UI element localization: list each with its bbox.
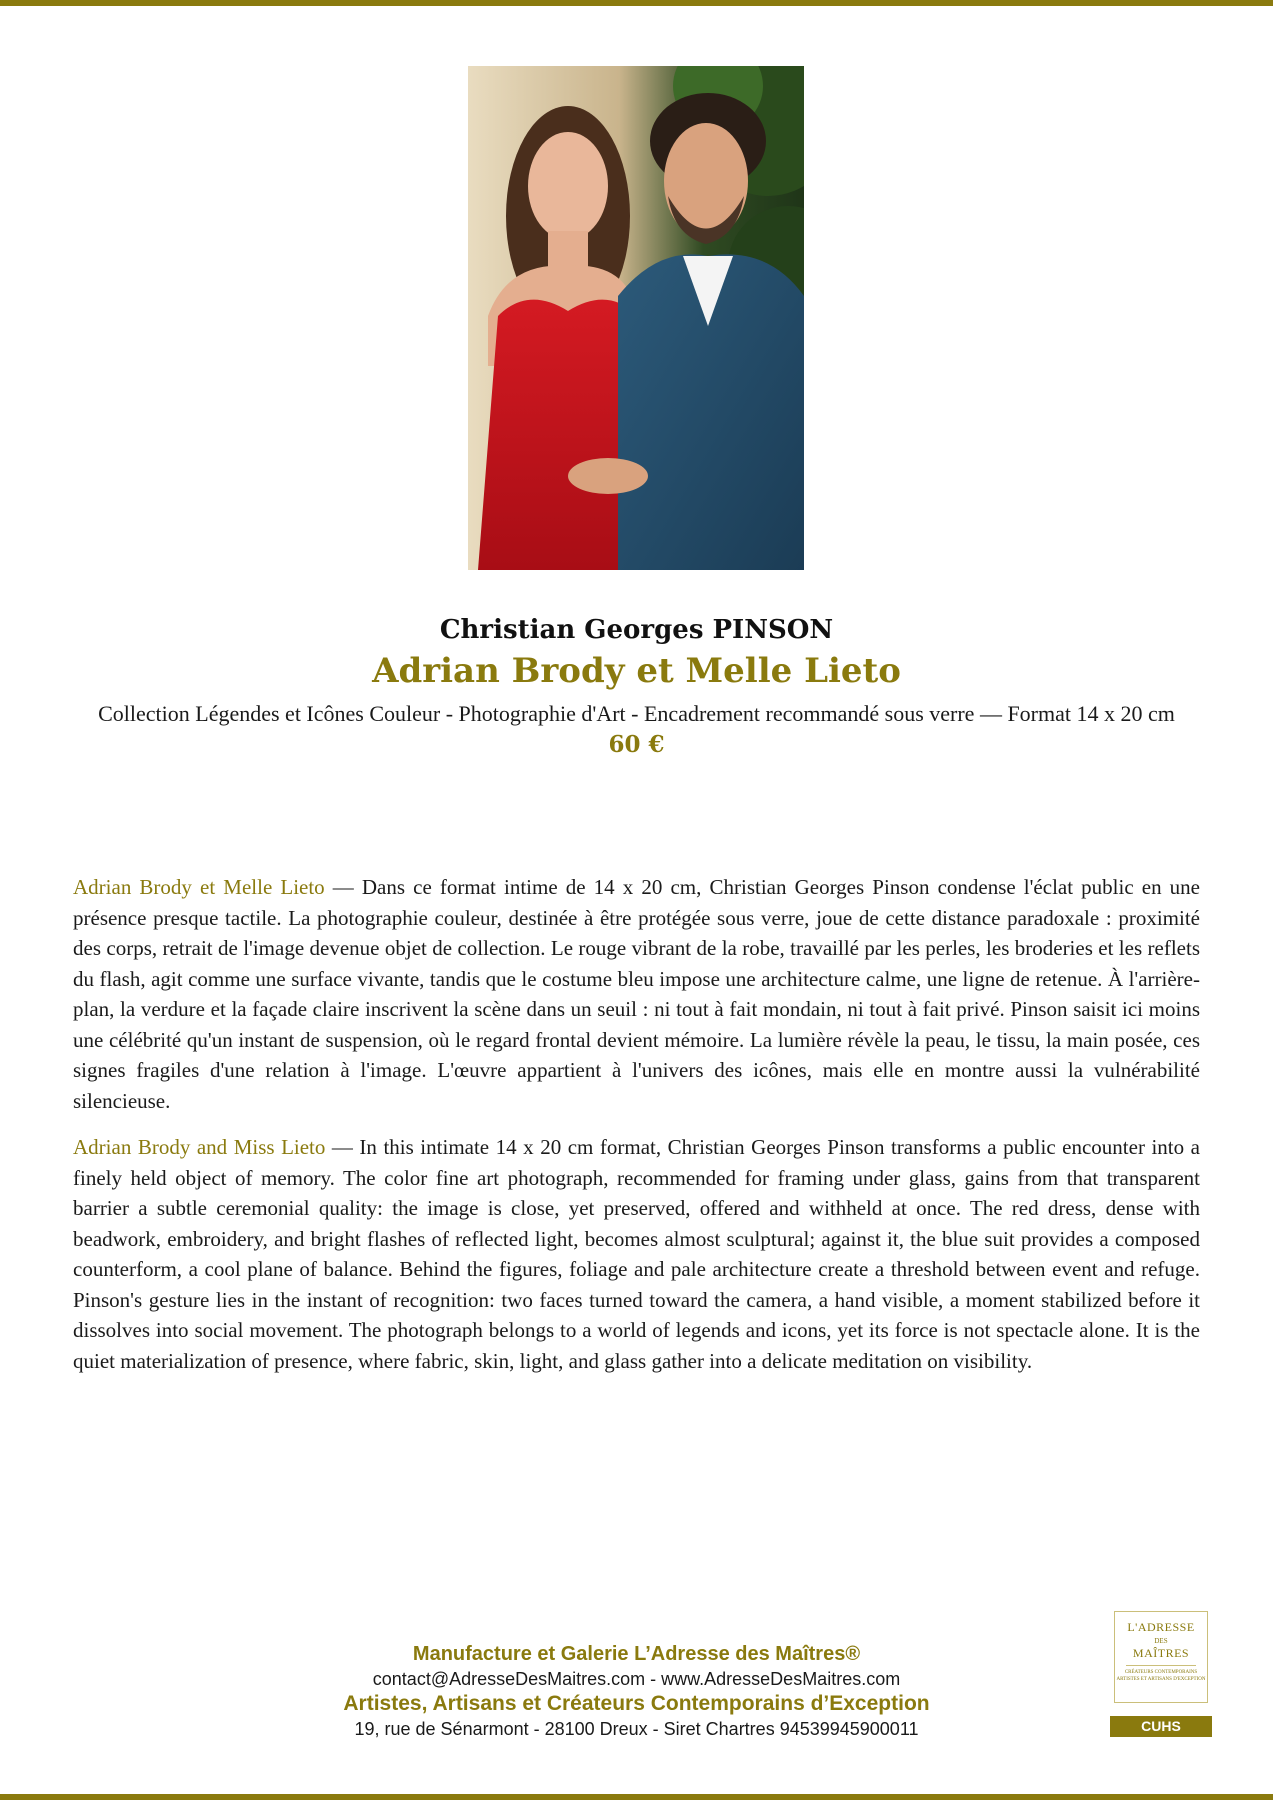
logo-line2: DES xyxy=(1154,1637,1168,1645)
artwork-price: 60 € xyxy=(608,731,665,758)
footer-address: 19, rue de Sénarmont - 28100 Dreux - Siret Chartres 94539945900011 xyxy=(354,1719,919,1739)
artwork-title: Adrian Brody et Melle Lieto xyxy=(372,651,901,691)
description-fr-lead: Adrian Brody et Melle Lieto xyxy=(73,875,325,899)
description-fr xyxy=(73,872,1200,1116)
logo-divider xyxy=(1126,1665,1196,1666)
description-en-lead: Adrian Brody and Miss Lieto xyxy=(73,1135,326,1159)
footer xyxy=(0,1641,1273,1741)
artwork-subtitle: Collection Légendes et Icônes Couleur - Photographie d'Art - Encadrement recommandé sous verre — Format 14 x 20 cm xyxy=(98,701,1175,726)
bottom-rule xyxy=(0,1794,1273,1800)
description-fr-text: — Dans ce format intime de 14 x 20 cm, Christian Georges Pinson condense l'éclat public en une présence presque tactile. La photographie couleur, destinée à être protégée sous verre, joue de cette distance paradoxale : proximité des corps, retrait de l'image devenue objet de collection. Le rouge vibrant de la robe, travaillé par les perles, les broderies et les reflets du flash, agit comme une surface vivante, tandis que le costume bleu impose une architecture calme, une ligne de retenue. À l'arrière-plan, la verdure et la façade claire inscrivent la scène dans un seuil : ni tout à fait mondain, ni tout à fait privé. Pinson saisit ici moins une célébrité qu'un instant de suspension, où le regard frontal devient mémoire. La lumière révèle la peau, le tissu, la main posée, ces signes fragiles d'une relation à l'image. L'œuvre appartient à l'univers des icônes, mais elle en montre aussi la vulnérabilité silencieuse. xyxy=(73,875,1200,1113)
description-en xyxy=(73,1132,1200,1376)
top-rule xyxy=(0,0,1273,6)
cuhs-badge: CUHS xyxy=(1110,1716,1212,1737)
footer-gallery: Manufacture et Galerie L’Adresse des Maîtres® xyxy=(412,1643,861,1665)
footer-contact: contact@AdresseDesMaitres.com - www.AdresseDesMaitres.com xyxy=(372,1669,901,1689)
footer-tagline: Artistes, Artisans et Créateurs Contemporains d’Exception xyxy=(343,1692,930,1715)
artist-name: Christian Georges PINSON xyxy=(439,615,834,645)
gallery-logo xyxy=(1114,1611,1208,1703)
artwork-photo xyxy=(468,66,804,570)
logo-line3: MAÎTRES xyxy=(1132,1646,1190,1660)
description-en-text: — In this intimate 14 x 20 cm format, Christian Georges Pinson transforms a public encounter into a finely held object of memory. The color fine art photograph, recommended for framing under glass, gains from that transparent barrier a subtle ceremonial quality: the image is close, yet preserved, offered and withheld at once. The red dress, dense with beadwork, embroidery, and bright flashes of reflected light, becomes almost sculptural; against it, the blue suit provides a composed counterform, a cool plane of balance. Behind the figures, foliage and pale architecture create a threshold between event and refuge. Pinson's gesture lies in the instant of recognition: two faces turned toward the camera, a hand visible, a moment stabilized before it dissolves into social movement. The photograph belongs to a world of legends and icons, yet its force is not spectacle alone. It is the quiet materialization of presence, where fabric, skin, light, and glass gather into a delicate meditation on visibility. xyxy=(73,1135,1200,1373)
artwork-header xyxy=(0,612,1273,761)
logo-line4: CRÉATEURS CONTEMPORAINS ARTISTES ET ARTISANS D'EXCEPTION xyxy=(1116,1670,1206,1682)
logo-line1: L'ADRESSE xyxy=(1127,1620,1195,1634)
description xyxy=(73,872,1200,1392)
